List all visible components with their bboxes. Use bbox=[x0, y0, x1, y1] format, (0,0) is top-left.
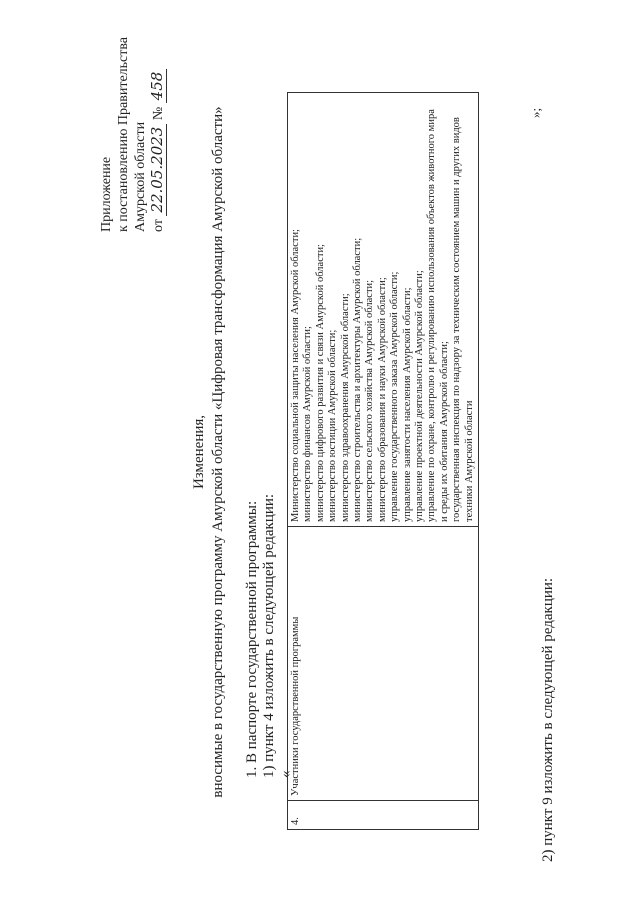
title-subheading: вносимые в государственную программу Амурской области «Цифровая трансформация Амурской области» bbox=[210, 106, 226, 798]
handwritten-number: 458 bbox=[149, 69, 167, 104]
list-item: министерство цифрового развития и связи Амурской области; bbox=[314, 244, 326, 522]
document-title bbox=[190, 0, 228, 904]
approval-line-1: Приложение bbox=[99, 156, 114, 232]
list-item: Министерство социальной защиты населения Амурской области; bbox=[290, 229, 301, 522]
quote-close: »; bbox=[528, 107, 543, 118]
list-item: министерство финансов Амурской области; bbox=[302, 326, 314, 522]
row-number-cell: 4. bbox=[288, 801, 479, 830]
item-1-text: 1) пункт 4 изложить в следующей редакции: bbox=[261, 493, 277, 778]
list-item: государственная инспекция по надзору за техническим состоянием машин и других видов bbox=[451, 117, 463, 522]
number-prefix: № bbox=[151, 106, 166, 121]
program-passport-table bbox=[287, 92, 479, 830]
list-item: и среды их обитания Амурской области; bbox=[438, 341, 450, 522]
list-item: управление занятости населения Амурской области; bbox=[401, 287, 413, 522]
list-item: министерство сельского хозяйства Амурской области; bbox=[364, 279, 376, 522]
list-item: министерство юстиции Амурской области; bbox=[327, 329, 339, 522]
table-row bbox=[288, 93, 479, 830]
approval-line-3: Амурской области bbox=[133, 121, 148, 232]
section-1-text: 1. В паспорте государственной программы: bbox=[244, 500, 260, 778]
list-item: техники Амурской области bbox=[463, 400, 475, 522]
list-item: министерство строительства и архитектуры Амурской области; bbox=[352, 237, 364, 522]
item-2-text: 2) пункт 9 изложить в следующей редакции: bbox=[540, 577, 556, 862]
list-item: министерство образования и науки Амурской области; bbox=[376, 277, 388, 522]
handwritten-date: 22.05.2023 bbox=[149, 124, 167, 216]
list-item: управление проектной деятельности Амурской области; bbox=[414, 270, 426, 522]
list-item: управление по охране, контролю и регулированию использования объектов животного мира bbox=[426, 109, 438, 522]
approval-stamp bbox=[98, 37, 167, 232]
date-prefix: от bbox=[151, 219, 166, 232]
approval-line-2: к постановлению Правительства bbox=[116, 36, 131, 232]
participants-cell bbox=[288, 93, 479, 527]
quote-open: « bbox=[278, 770, 294, 778]
list-item: министерство здравоохранения Амурской области; bbox=[339, 293, 351, 522]
approval-date-line bbox=[149, 37, 167, 232]
list-item: управление государственного заказа Амурской области; bbox=[389, 271, 401, 522]
title-heading: Изменения, bbox=[191, 414, 207, 490]
row-label-cell: Участники государственной программы bbox=[288, 527, 479, 801]
